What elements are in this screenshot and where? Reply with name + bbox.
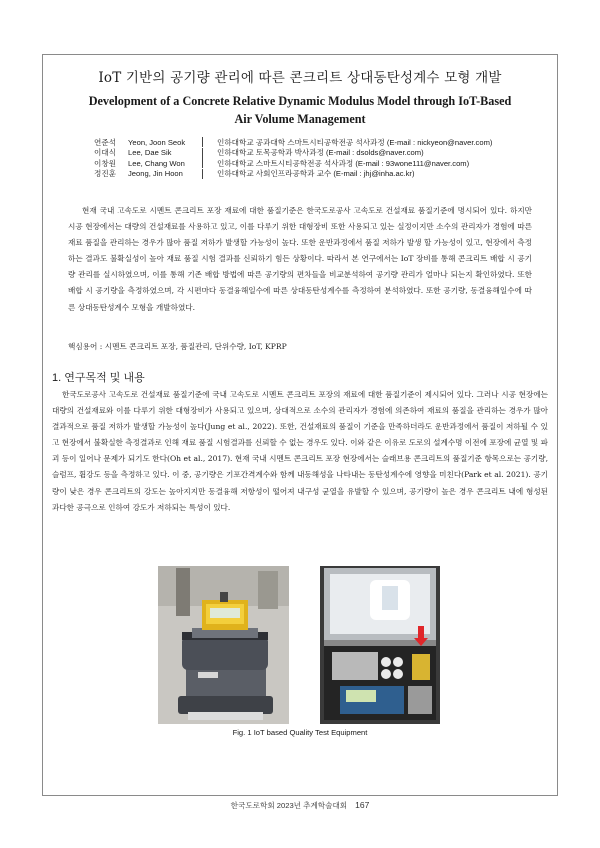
body-paragraph: 한국도로공사 고속도로 건설재료 품질기준에 국내 고속도로 시멘트 콘크리트 포장의 재료에 대한 품질기준이 제시되어 있다. 그러나 시공 현장에는 대량의 건설재료와 이를 다루기 위한 대형장비가 사용되고 있으며, 상대적으로 소수의 관리자가 경험에 의존하여 재료의 품질을 관리하는 경우가 많아 결과적으로 품질 저하가 발생할 가능성이 높다(Jung et al., 2022). 또한, 건설재료의 품질이 기준을 만족하더라도 운반과정에서 품질이 저하될 수 있고 현장에서 불확실한 측정결과로 인해 재료 품질 시험결과를 신뢰할 수 없는 경우도 있다. 이와 같은 이유로 도로의 설계수명 이전에 포장에 균열 및 파괴 등이 일어나 문제가 되기도 한다(Oh et al., 2017). 현재 국내 시멘트 콘크리트 포장 현장에서는 슬래브용 콘크리트의 품질기준 항목으로는 공기량, 슬럼프, 휨강도 등을 측정하고 있다. 이 중, 공기량은 기포간격계수와 함께 내동해성을 나타내는 동탄성계수에 영향을 미친다(Park et al. 2021). 공기량이 낮은 경우 콘크리트의 강도는 높아지지만 동결융해 저항성이 떨어져 내구성 균열을 유발할 수 있으며, 공기량이 높은 경우 콘크리트 내에 형성된 과다한 공극으로 인하여 강도가 저하되는 특성이 있다. bbox=[52, 390, 548, 512]
paper-title-korean: IoT 기반의 공기량 관리에 따른 콘크리트 상대동탄성계수 모형 개발 bbox=[98, 70, 502, 86]
author-name-ko: 이대식 bbox=[94, 148, 117, 158]
author-row bbox=[94, 137, 534, 148]
page-footer bbox=[0, 800, 600, 811]
author-name-ko: 정진훈 bbox=[94, 169, 117, 179]
divider bbox=[202, 137, 217, 147]
keywords: 핵심용어 : 시멘트 콘크리트 포장, 품질관리, 단위수량, IoT, KPRP bbox=[68, 342, 287, 351]
author-name-en: Lee, Dae Sik bbox=[128, 148, 172, 158]
figure-photo-iot-case bbox=[320, 566, 440, 724]
air-meter-illustration bbox=[158, 566, 289, 724]
divider bbox=[202, 158, 217, 168]
iot-case-illustration bbox=[320, 566, 440, 724]
author-affiliation: 인하대학교 공과대학 스마트시티공학전공 석사과정 (E-mail : nickyeon@naver.com) bbox=[217, 137, 493, 147]
figure-photo-air-meter bbox=[158, 566, 289, 724]
author-list bbox=[94, 137, 534, 179]
divider bbox=[202, 148, 217, 158]
divider bbox=[202, 169, 217, 179]
conference-name: 한국도로학회 2023년 추계학술대회 bbox=[230, 801, 348, 810]
author-affiliation: 인하대학교 스마트시티공학전공 석사과정 (E-mail : 93wone111@naver.com) bbox=[217, 158, 470, 168]
figure-caption: Fig. 1 IoT based Quality Test Equipment bbox=[232, 728, 368, 737]
author-name-ko: 연준석 bbox=[94, 137, 117, 147]
author-affiliation: 인하대학교 사회인프라공학과 교수 (E-mail : jhj@inha.ac.kr) bbox=[217, 169, 415, 179]
page-number: 167 bbox=[355, 800, 370, 810]
abstract: 현재 국내 고속도로 시멘트 콘크리트 포장 재료에 대한 품질기준은 한국도로공사 고속도로 건설재료 품질기준에 명시되어 있다. 하지만 시공 현장에서는 대량의 건설재료를 사용하고 있고, 이를 다루기 위한 대형장비 또한 사용되고 있는 실정이지만 소수의 관리자가 경험에 따른 재료 품질을 관리하는 경우가 많아 품질 저하가 발생할 가능성이 높다. 또한 운반과정에서 품질 저하가 발생 할 가능성이 있고, 현장에서 측정하는 결과도 불확실성이 높아 재료 품질 시험 결과를 신뢰하기 힘든 상황이다. 따라서 본 연구에서는 IoT 장비를 통해 콘크리트 배합 시 공기량 관리를 실시하였으며, 이를 통해 기존 배합 방법에 따른 공기량의 편차들을 비교분석하여 공기량 관리가 얼마나 되는지 확인하였다. 또한 배합 시 공기량을 측정하였으며, 각 시편마다 동결융해일수에 따른 상대동탄성계수를 측정하여 분석하였다. 또한 공기량, 동결융해일수에 따른 상대동탄성계수 모형을 개발하였다. bbox=[68, 206, 532, 312]
author-name-en: Yeon, Joon Seok bbox=[128, 137, 186, 147]
author-name-en: Jeong, Jin Hoon bbox=[128, 169, 183, 179]
author-name-ko: 이창원 bbox=[94, 158, 117, 168]
author-row bbox=[94, 148, 534, 159]
paper-title-english: Development of a Concrete Relative Dynamic Modulus Model through IoT-Based Air Volume Management bbox=[88, 94, 512, 126]
author-name-en: Lee, Chang Won bbox=[128, 158, 185, 168]
author-row bbox=[94, 169, 534, 180]
author-row bbox=[94, 158, 534, 169]
author-affiliation: 인하대학교 토목공학과 박사과정 (E-mail : dsolds@naver.com) bbox=[217, 148, 424, 158]
section-heading: 1. 연구목적 및 내용 bbox=[52, 372, 145, 384]
